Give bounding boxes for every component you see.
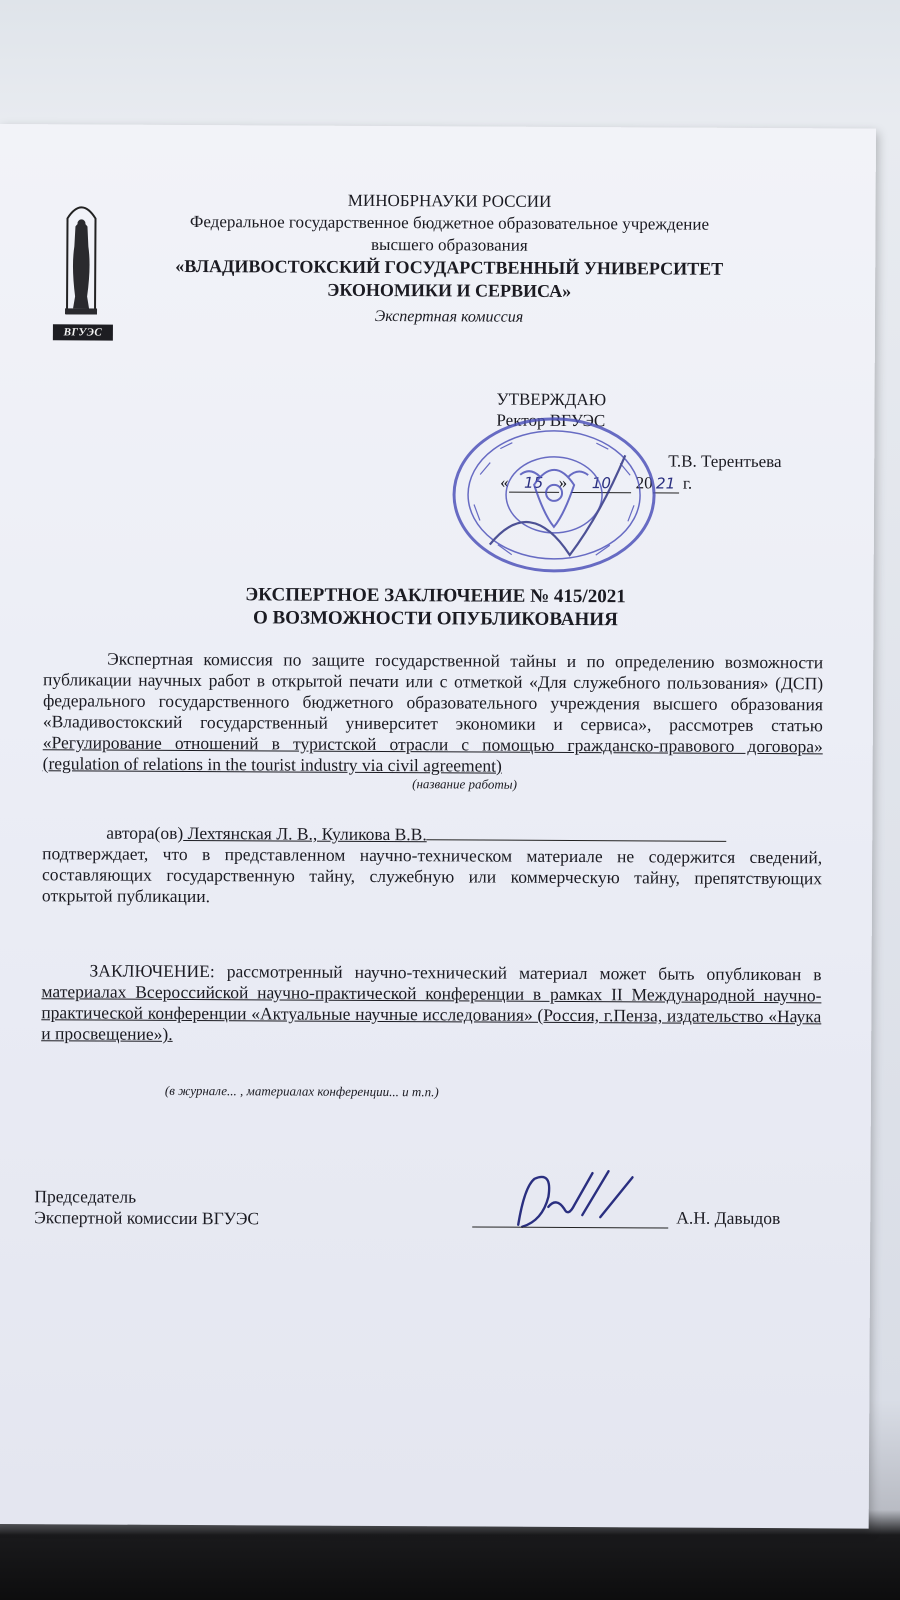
- rector-name: Т.В. Терентьева: [668, 451, 782, 472]
- publication-venue: материалах Всероссийской научно-практической конференции в рамках II Международной научно-практической конференции «Актуальные научные исследования» (Россия, г.Пенза, издательство «Наука и просвещение»).: [41, 981, 822, 1044]
- university-line-2: ЭКОНОМИКИ И СЕРВИСА»: [327, 279, 572, 301]
- publication-caption: (в журнале... , материалах конференции... и т.п.): [164, 1082, 439, 1100]
- date-day: 15: [509, 474, 559, 493]
- institution-line-2: высшего образования: [371, 234, 528, 255]
- statue-emblem-icon: [61, 196, 102, 314]
- date-month: 10: [571, 474, 631, 493]
- approve-word: УТВЕРЖДАЮ: [496, 389, 607, 410]
- chair-title: [34, 1186, 259, 1229]
- work-title: «Регулирование отношений в туристской отрасли с помощью гражданско-правового договора» (regulation of relations in the tourist industry via civil agreement): [42, 732, 823, 776]
- conclusion-text: ЗАКЛЮЧЕНИЕ: рассмотренный научно-технический материал может быть опубликован в: [89, 960, 822, 985]
- university-line-1: «ВЛАДИВОСТОКСКИЙ ГОСУДАРСТВЕННЫЙ УНИВЕРСИТЕТ: [175, 255, 724, 279]
- document-title: [0, 582, 874, 633]
- date-open-quote: «: [500, 472, 509, 492]
- university-logo: [53, 196, 114, 346]
- rector-title: Ректор ВГУЭС: [496, 410, 606, 431]
- institution-line-1: Федеральное государственное бюджетное образовательное учреждение: [189, 211, 710, 234]
- paragraph-commission-text: Экспертная комиссия по защите государственной тайны и по определению возможности публикации научных работ в открытой печати или с отметкой «Для служебного пользования» (ДСП) федерального государственного бюджетного образовательного учреждения высшего образования «Владивостокский государственный университет экономики и сервиса», рассмотрев статью: [42, 648, 824, 736]
- chair-line-2: Экспертной комиссии ВГУЭС: [34, 1207, 260, 1229]
- document-header: [129, 189, 770, 330]
- chair-line-1: Председатель: [34, 1186, 137, 1207]
- date-year-end: г.: [682, 473, 693, 493]
- ministry-name: МИНОБРНАУКИ РОССИИ: [347, 190, 552, 211]
- author-label: автора(ов): [106, 822, 184, 843]
- author-fill-line: [427, 825, 727, 842]
- paragraph-conclusion: [41, 960, 821, 1048]
- official-seal-icon: [450, 414, 659, 575]
- paragraph-confirmation: подтверждает, что в представленном научно-техническом материале не содержится сведений, составляющих государственную тайну, служебную или коммерческую тайну, препятствующих открытой публикации.: [41, 843, 823, 907]
- logo-text: ВГУЭС: [53, 324, 113, 340]
- author-names: Лехтянская Л. В., Куликова В.В.: [183, 822, 427, 845]
- document-sheet: [0, 124, 876, 1529]
- date-year-suffix: 21: [653, 474, 679, 493]
- date-close-quote: »: [558, 472, 568, 492]
- date-year-prefix: 20: [635, 473, 653, 493]
- title-line-1: ЭКСПЕРТНОЕ ЗАКЛЮЧЕНИЕ № 415/2021: [245, 584, 626, 608]
- work-title-caption: (название работы): [412, 776, 517, 792]
- title-line-2: О ВОЗМОЖНОСТИ ОПУБЛИКОВАНИЯ: [252, 607, 618, 631]
- chair-name: А.Н. Давыдов: [676, 1207, 781, 1229]
- paragraph-commission: [43, 648, 824, 794]
- commission-name: Экспертная комиссия: [374, 307, 524, 326]
